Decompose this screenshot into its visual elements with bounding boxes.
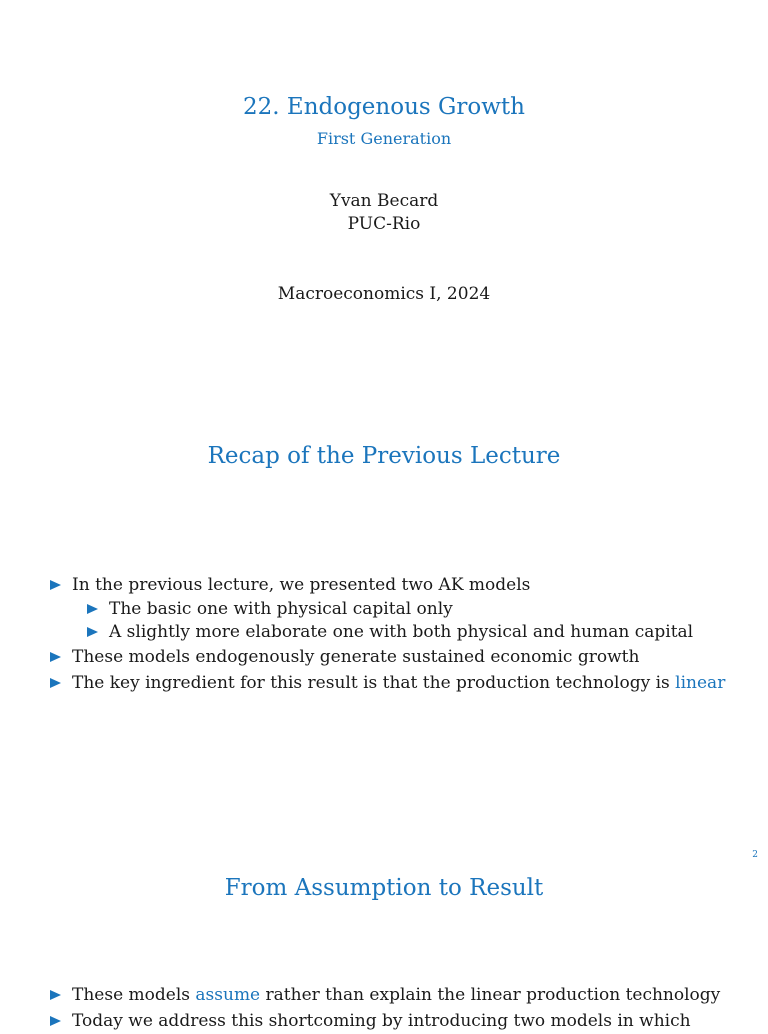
list-item xyxy=(48,670,738,696)
triangle-right-icon xyxy=(50,1016,61,1026)
list-item xyxy=(48,982,738,1008)
bullet-text: These models endogenously generate sustained economic growth xyxy=(72,647,640,667)
assumption-slide-title: From Assumption to Result xyxy=(224,875,544,901)
list-item xyxy=(85,598,738,621)
bullet-text: These models xyxy=(72,985,196,1005)
bullet-text: The basic one with physical capital only xyxy=(109,599,453,619)
presentation-subtitle: First Generation xyxy=(316,129,452,148)
bullet-text: Today we address this shortcoming by introducing two models in which xyxy=(72,1011,691,1031)
highlight-assume: assume xyxy=(195,985,261,1005)
author-name: Yvan Becard xyxy=(329,191,439,211)
triangle-right-icon xyxy=(87,604,98,614)
bullet-text: The key ingredient for this result is that the production technology is xyxy=(72,673,676,693)
triangle-right-icon xyxy=(50,990,61,1000)
page-number: 2 xyxy=(752,850,758,860)
triangle-right-icon xyxy=(87,627,98,637)
highlight-linear: linear xyxy=(675,673,726,693)
bullet-text: In the previous lecture, we presented two AK models xyxy=(72,575,531,595)
triangle-right-icon xyxy=(50,652,61,662)
recap-bullet-list xyxy=(48,572,738,696)
presentation-title: 22. Endogenous Growth xyxy=(243,94,525,120)
course-info: Macroeconomics I, 2024 xyxy=(277,284,491,304)
list-item xyxy=(48,1008,738,1034)
list-item xyxy=(85,621,738,644)
bullet-text: A slightly more elaborate one with both physical and human capital xyxy=(109,622,694,642)
bullet-text: rather than explain the linear production technology xyxy=(260,985,721,1005)
triangle-right-icon xyxy=(50,580,61,590)
assumption-bullet-list xyxy=(48,982,738,1034)
list-item xyxy=(48,572,738,598)
triangle-right-icon xyxy=(50,678,61,688)
list-item xyxy=(48,644,738,670)
author-institution: PUC-Rio xyxy=(347,214,421,234)
recap-slide-title: Recap of the Previous Lecture xyxy=(207,443,561,469)
author-block xyxy=(0,190,768,236)
